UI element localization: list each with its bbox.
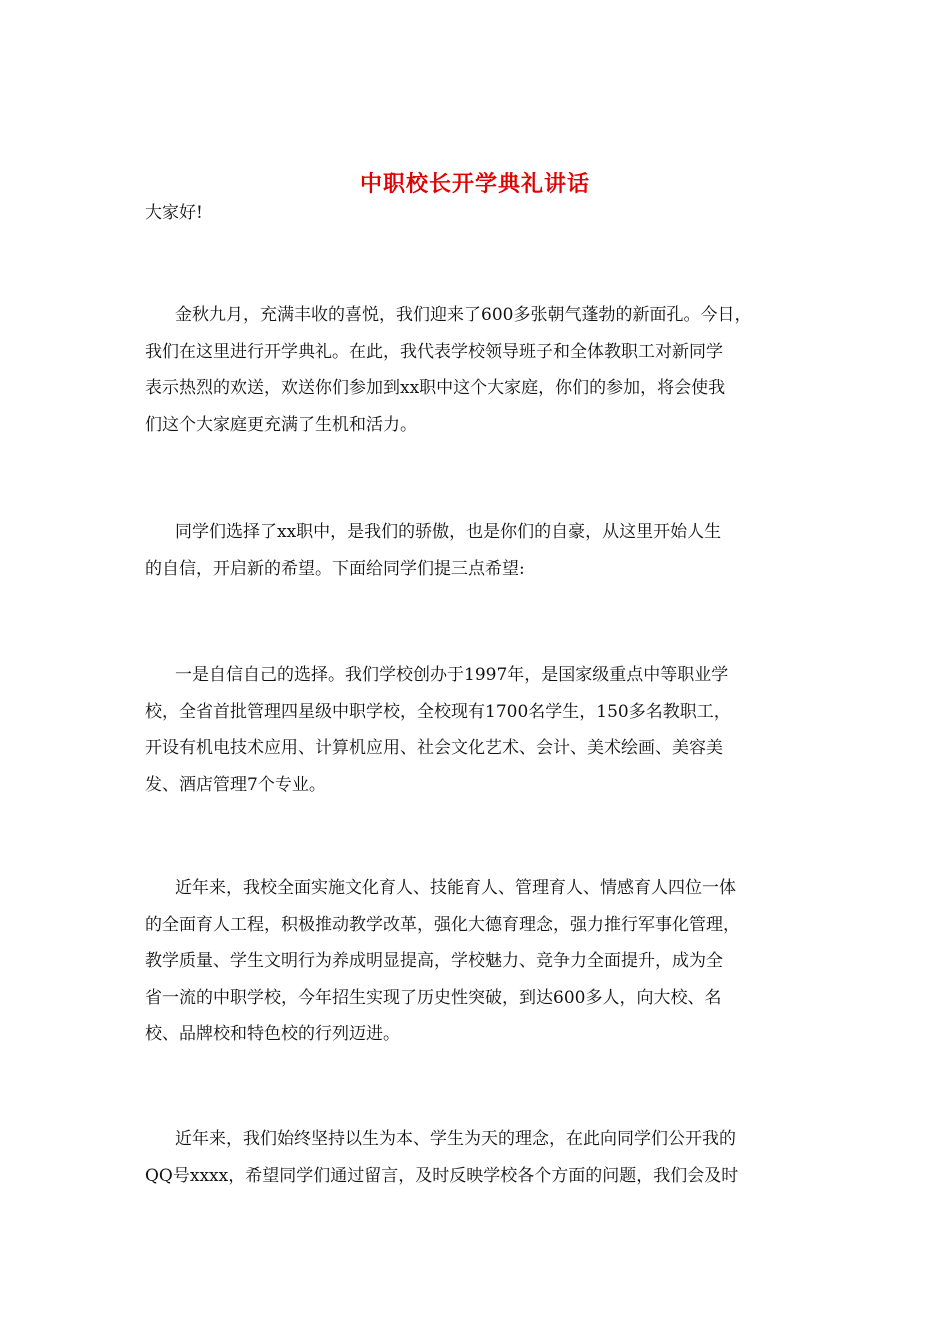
paragraph-line: 的自信，开启新的希望。下面给同学们提三点希望:	[145, 558, 525, 579]
paragraph-line: 省一流的中职学校，今年招生实现了历史性突破，到达600多人，向大校、名	[145, 987, 722, 1008]
paragraph-line: 发、酒店管理7个专业。	[145, 774, 326, 795]
paragraph-line: 开设有机电技术应用、计算机应用、社会文化艺术、会计、美术绘画、美容美	[145, 738, 723, 758]
paragraph-1	[145, 297, 815, 443]
paragraph-line: 们这个大家庭更充满了生机和活力。	[145, 414, 417, 435]
paragraph-line: 校、品牌校和特色校的行列迈进。	[145, 1024, 400, 1044]
paragraph-line: 我们在这里进行开学典礼。在此，我代表学校领导班子和全体教职工对新同学	[145, 341, 723, 362]
paragraph-line: 表示热烈的欢送，欢送你们参加到xx职中这个大家庭，你们的参加，将会使我	[145, 378, 726, 398]
paragraph-5	[145, 1121, 815, 1194]
paragraph-line: 一是自信自己的选择。我们学校创办于1997年，是国家级重点中等职业学	[175, 665, 729, 685]
paragraph-line: 校，全省首批管理四星级中职学校，全校现有1700名学生，150多名教职工，	[145, 701, 731, 722]
paragraph-line: 近年来，我校全面实施文化育人、技能育人、管理育人、情感育人四位一体	[175, 878, 736, 898]
paragraph-line: 的全面育人工程，积极推动教学改革，强化大德育理念，强力推行军事化管理，	[145, 914, 740, 935]
paragraph-line: QQ号xxxx，希望同学们通过留言，及时反映学校各个方面的问题，我们会及时	[145, 1165, 739, 1186]
paragraph-3	[145, 657, 815, 803]
greeting: 大家好!	[145, 203, 203, 223]
paragraph-line: 近年来，我们始终坚持以生为本、学生为天的理念，在此向同学们公开我的	[175, 1129, 736, 1149]
paragraph-line: 同学们选择了xx职中，是我们的骄傲，也是你们的自豪，从这里开始人生	[175, 522, 722, 542]
paragraph-line: 教学质量、学生文明行为养成明显提高，学校魅力、竞争力全面提升，成为全	[145, 951, 723, 971]
paragraph-2	[145, 514, 815, 587]
paragraph-line: 金秋九月，充满丰收的喜悦，我们迎来了600多张朝气蓬勃的新面孔。今日，	[175, 305, 752, 325]
document-title: 中职校长开学典礼讲话	[359, 170, 590, 197]
paragraph-4	[145, 870, 815, 1053]
